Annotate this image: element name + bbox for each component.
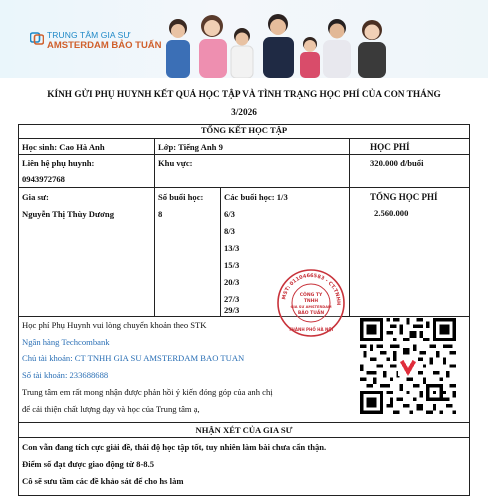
review-line2: Điểm số đạt được giao động từ 8-8.5: [22, 459, 155, 469]
summary-header: TỔNG KẾT HỌC TẬP: [200, 125, 288, 135]
parent-contact-label: Liên hệ phụ huynh:: [22, 158, 95, 168]
report-title: KÍNH GỬI PHỤ HUYNH KẾT QUẢ HỌC TẬP VÀ TÌNH TRẠNG HỌC PHÍ CỦA CON THÁNG: [47, 90, 441, 100]
header-banner: [0, 0, 488, 78]
area-label: Khu vực:: [158, 158, 193, 168]
review-line3: Cô sẽ sưu tầm các đề khảo sát để cho hs làm: [22, 476, 184, 486]
stamp-line4: BẢO TUẤN: [297, 311, 325, 316]
stamp-line2: TNHH: [303, 299, 319, 304]
session-date: 13/3: [224, 243, 240, 253]
session-date: 8/3: [224, 226, 235, 236]
total-fee-label: TỔNG HỌC PHÍ: [370, 192, 438, 202]
session-date: 27/3: [224, 294, 240, 304]
report-month: 3/2026: [231, 108, 257, 118]
company-stamp: [276, 268, 346, 338]
banner-people-photo: [150, 4, 400, 78]
tutor-name: Nguyễn Thị Thùy Dương: [22, 209, 114, 219]
session-date: 20/3: [224, 277, 240, 287]
account-holder: Chủ tài khoản: CT TNHH GIA SU AMSTERDAM BAO TUAN: [22, 353, 245, 363]
parent-phone: 0943972768: [22, 174, 65, 184]
stamp-line1: CÔNG TY: [299, 293, 323, 298]
report-table: [18, 124, 470, 496]
session-date: 29/3: [224, 305, 240, 315]
payment-intro: Học phí Phụ Huynh vui lòng chuyển khoản theo STK: [22, 320, 207, 330]
review-header: NHẬN XÉT CỦA GIA SƯ: [195, 425, 293, 435]
fee-label: HỌC PHÍ: [370, 142, 410, 152]
account-number: Số tài khoản: 233688688: [22, 370, 109, 380]
session-date: 6/3: [224, 209, 235, 219]
bank-name: Ngân hàng Techcombank: [22, 337, 110, 347]
stamp-city: THÀNH PHỐ HÀ NỘI: [288, 327, 334, 332]
fee-per-session: 320.000 đ/buổi: [370, 158, 424, 168]
session-date: 15/3: [224, 260, 240, 270]
student-name: Học sinh: Cao Hà Anh: [22, 142, 105, 152]
total-fee-amount: 2.560.000: [374, 208, 409, 218]
sessions-count: 8: [158, 209, 163, 219]
brand-name-line1: TRUNG TÂM GIA SƯ: [47, 30, 131, 40]
sessions-label: Số buổi học:: [158, 192, 204, 202]
stamp-line3: GIA SƯ AMSTERDAM: [290, 305, 332, 309]
tutor-label: Gia sư:: [22, 192, 49, 202]
class-name: Lớp: Tiếng Anh 9: [158, 142, 223, 152]
stamp-ring-code: MST: 0110466583 - CT.TNHH: [281, 272, 342, 306]
payment-qr-code: [360, 318, 456, 414]
center-logo-icon: [30, 31, 44, 45]
session-dates-label: Các buổi học: 1/3: [224, 192, 288, 202]
feedback-request-line1: Trung tâm em rất mong nhận được phản hồi ý kiến đóng góp của anh chị: [22, 387, 273, 397]
feedback-request-line2: để cải thiện chất lượng dạy và học của Trung tâm ạ,: [22, 404, 200, 414]
brand-name-line2: AMSTERDAM BẢO TUẤN: [47, 40, 162, 51]
review-line1: Con vẫn đang tích cực giải đề, thái độ học tập tốt, tuy nhiên làm bài chưa cẩn thận.: [22, 442, 327, 452]
